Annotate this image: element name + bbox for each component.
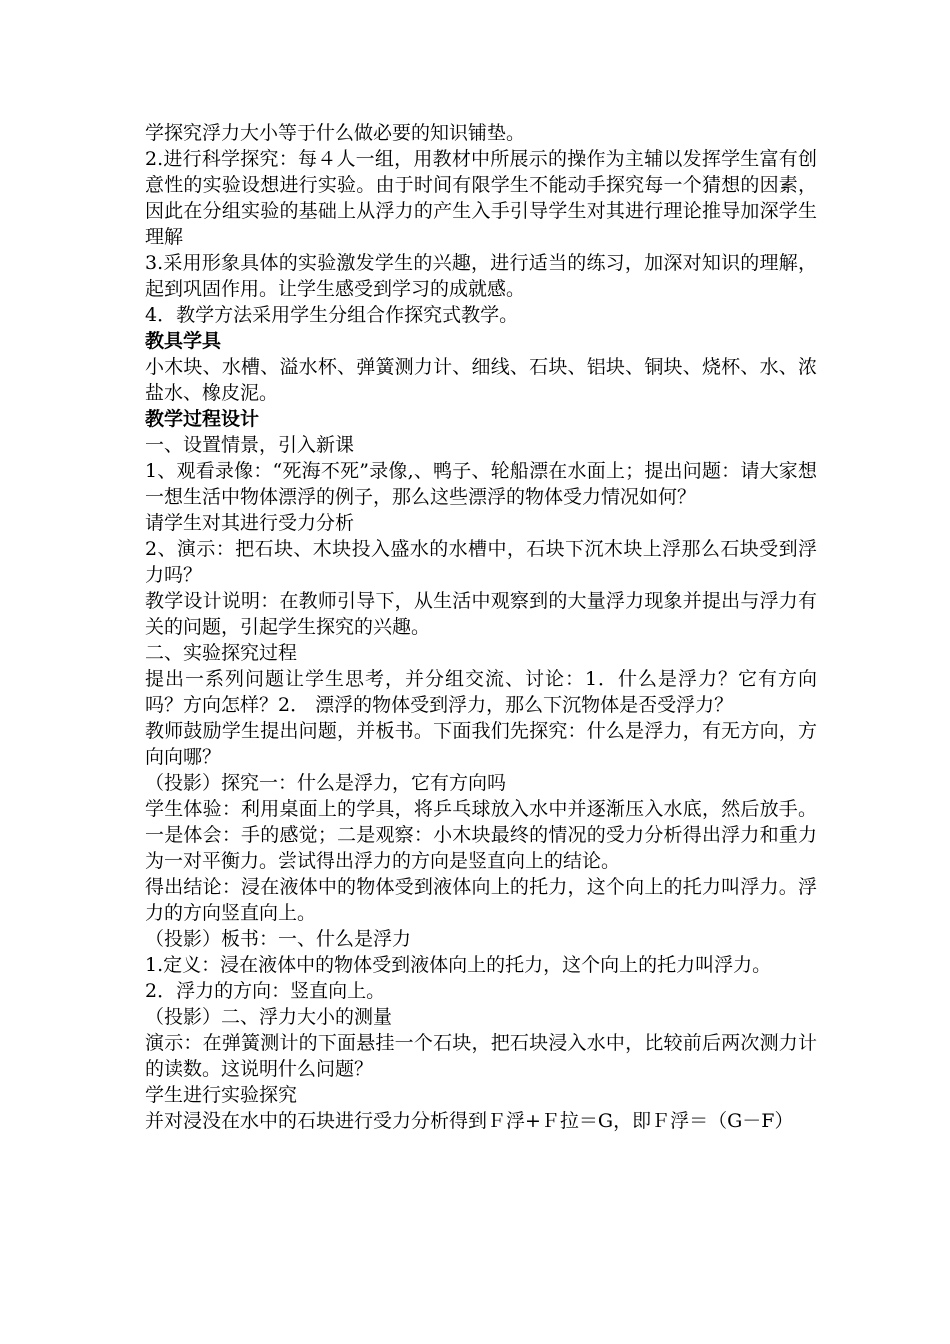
paragraph-part-one-title: 一、设置情景，引入新课 [145,434,355,456]
section-heading-teaching-aids: 教具学具 [145,330,222,352]
section-heading-process-design: 教学过程设计 [145,408,260,430]
paragraph-student-experiment: 学生进行实验探究 [145,1084,298,1106]
paragraph-intro-tail: 学探究浮力大小等于什么做必要的知识铺垫。 [145,122,526,144]
paragraph-teacher-encourage: 教师鼓励学生提出问题，并板书。下面我们先探究：什么是浮力，有无方向，方向向哪？ [145,720,817,768]
paragraph-design-note: 教学设计说明：在教师引导下，从生活中观察到的大量浮力现象并提出与浮力有关的问题，引起学生探究的兴趣。 [145,590,817,638]
paragraph-formula: 并对浸没在水中的石块进行受力分析得到Ｆ浮+Ｆ拉＝G，即Ｆ浮＝（G－F） [145,1110,794,1132]
paragraph-board-two: （投影）二、浮力大小的测量 [145,1006,393,1028]
paragraph-direction: 2．浮力的方向：竖直向上。 [145,980,386,1002]
paragraph-conclusion: 得出结论：浸在液体中的物体受到液体向上的托力，这个向上的托力叫浮力。浮力的方向竖直向上。 [145,876,817,924]
paragraph-definition: 1.定义：浸在液体中的物体受到液体向上的托力，这个向上的托力叫浮力。 [145,954,772,976]
paragraph-method-3: 3.采用形象具体的实验激发学生的兴趣，进行适当的练习，加深对知识的理解，起到巩固作用。让学生感受到学习的成就感。 [145,252,817,300]
paragraph-demo-spring: 演示：在弹簧测计的下面悬挂一个石块，把石块浸入水中，比较前后两次测力计的读数。这说明什么问题？ [145,1032,817,1080]
paragraph-method-4: 4．教学方法采用学生分组合作探究式教学。 [145,304,519,326]
paragraph-explore-one: （投影）探究一：什么是浮力，它有方向吗 [145,772,507,794]
paragraph-method-2: 2.进行科学探究：每４人一组，用教材中所展示的操作为主辅以发挥学生富有创意性的实验设想进行实验。由于时间有限学生不能动手探究每一个猜想的因素，因此在分组实验的基础上从浮力的产生入手引导学生对其进行理论推导加深学生理解 [145,148,817,248]
paragraph-questions: 提出一系列问题让学生思考，并分组交流、讨论：1．什么是浮力？它有方向吗？方向怎样？2． 漂浮的物体受到浮力，那么下沉物体是否受浮力？ [145,668,817,716]
paragraph-video: 1、观看录像：“死海不死”录像,、鸭子、轮船漂在水面上；提出问题：请大家想一想生活中物体漂浮的例子，那么这些漂浮的物体受力情况如何？ [145,460,817,508]
paragraph-board-one: （投影）板书：一、什么是浮力 [145,928,412,950]
document-page [145,120,817,1134]
paragraph-part-two-title: 二、实验探究过程 [145,642,298,664]
paragraph-force-analysis: 请学生对其进行受力分析 [145,512,355,534]
paragraph-teaching-aids: 小木块、水槽、溢水杯、弹簧测力计、细线、石块、铝块、铜块、烧杯、水、浓盐水、橡皮泥。 [145,356,817,404]
paragraph-demo: 2、演示：把石块、木块投入盛水的水槽中，石块下沉木块上浮那么石块受到浮力吗？ [145,538,817,586]
paragraph-student-experience: 学生体验：利用桌面上的学具，将乒乓球放入水中并逐渐压入水底，然后放手。一是体会：手的感觉；二是观察：小木块最终的情况的受力分析得出浮力和重力为一对平衡力。尝试得出浮力的方向是竖直向上的结论。 [145,798,817,872]
